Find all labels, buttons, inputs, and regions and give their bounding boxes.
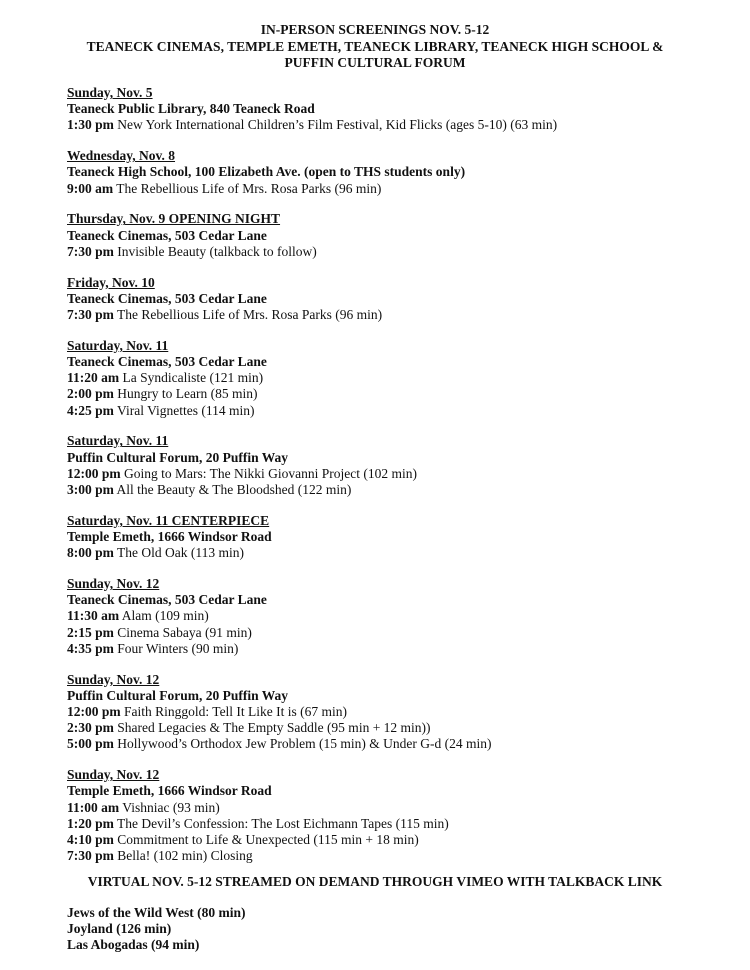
screening-time: 12:00 pm [67,704,121,720]
schedule-block [67,275,737,324]
screening-row [67,386,737,402]
schedule-day: Saturday, Nov. 11 [67,433,169,449]
schedule-day: Saturday, Nov. 11 CENTERPIECE [67,512,270,528]
schedule-day: Sunday, Nov. 12 [67,767,160,783]
screening-time: 12:00 pm [67,465,121,481]
schedule-day: Sunday, Nov. 12 [67,671,160,687]
screening-row [67,625,737,641]
screening-row [67,608,737,624]
screening-time: 7:30 pm [67,848,114,864]
virtual-film: Jews of the Wild West (80 min) [67,905,246,920]
schedule-venue: Puffin Cultural Forum, 20 Puffin Way [67,687,289,703]
schedule-venue: Teaneck Public Library, 840 Teaneck Road [67,101,315,117]
screening-title: Alam (109 min) [121,608,209,624]
schedule-block [67,576,737,657]
schedule-venue: Teaneck Cinemas, 503 Cedar Lane [67,290,267,306]
schedule-block [67,767,737,864]
screening-row [67,848,737,864]
schedule-list [67,85,737,879]
screening-time: 2:30 pm [67,720,114,736]
screening-time: 7:30 pm [67,307,114,323]
screening-title: Going to Mars: The Nikki Giovanni Project (102 min) [124,465,417,481]
schedule-block [67,211,737,260]
screening-title: Faith Ringgold: Tell It Like It is (67 min) [124,704,348,720]
screening-row [67,482,737,498]
screening-row [67,704,737,720]
screening-time: 8:00 pm [67,545,114,561]
screening-title: Cinema Sabaya (91 min) [117,624,252,640]
screening-row [67,181,737,197]
page-header [0,22,750,72]
screening-row [67,117,737,133]
screening-title: Hungry to Learn (85 min) [117,386,258,402]
screening-row [67,736,737,752]
screening-row [67,545,737,561]
screening-row [67,816,737,832]
virtual-film-list [67,905,246,954]
schedule-venue: Teaneck Cinemas, 503 Cedar Lane [67,227,267,243]
schedule-venue: Teaneck Cinemas, 503 Cedar Lane [67,354,267,370]
schedule-day: Saturday, Nov. 11 [67,337,169,353]
screening-title: The Devil’s Confession: The Lost Eichmann Tapes (115 min) [117,815,449,831]
schedule-block [67,513,737,562]
screening-row [67,307,737,323]
screening-title: Commitment to Life & Unexpected (115 min + 18 min) [117,832,419,848]
screening-time: 4:25 pm [67,402,114,418]
screening-time: 4:10 pm [67,832,114,848]
screening-time: 5:00 pm [67,736,114,752]
screening-row [67,720,737,736]
schedule-venue: Temple Emeth, 1666 Windsor Road [67,529,272,545]
screening-time: 1:20 pm [67,815,114,831]
schedule-day: Wednesday, Nov. 8 [67,148,176,164]
schedule-day: Sunday, Nov. 5 [67,85,153,100]
screening-title: Shared Legacies & The Empty Saddle (95 min + 12 min)) [117,720,431,736]
schedule-day: Sunday, Nov. 12 [67,576,160,592]
screening-title: New York International Children’s Film Festival, Kid Flicks (ages 5-10) (63 min) [117,117,558,133]
screening-time: 11:00 am [67,799,120,815]
schedule-block [67,672,737,753]
screening-time: 11:30 am [67,608,120,624]
screening-row [67,800,737,816]
screening-time: 2:15 pm [67,624,114,640]
schedule-venue: Teaneck Cinemas, 503 Cedar Lane [67,592,267,608]
header-line-1: IN-PERSON SCREENINGS NOV. 5-12 [260,22,490,37]
screening-row [67,641,737,657]
screening-time: 11:20 am [67,370,120,386]
screening-title: Four Winters (90 min) [117,640,239,656]
screening-time: 7:30 pm [67,243,114,259]
screening-time: 3:00 pm [67,482,114,498]
schedule-block [67,433,737,498]
schedule-venue: Teaneck High School, 100 Elizabeth Ave. (open to THS students only) [67,164,466,180]
screening-time: 9:00 am [67,180,114,196]
virtual-heading: VIRTUAL NOV. 5-12 STREAMED ON DEMAND THROUGH VIMEO WITH TALKBACK LINK [87,874,663,889]
screening-row [67,466,737,482]
schedule-block [67,338,737,419]
screening-time: 1:30 pm [67,117,114,133]
screening-row [67,244,737,260]
schedule-block [67,85,737,134]
screening-title: Hollywood’s Orthodox Jew Problem (15 min) & Under G-d (24 min) [117,736,492,752]
screening-title: Vishniac (93 min) [122,799,220,815]
screening-row [67,403,737,419]
screening-title: La Syndicaliste (121 min) [122,370,264,386]
screening-row [67,832,737,848]
screening-title: Invisible Beauty (talkback to follow) [117,243,317,259]
virtual-film: Joyland (126 min) [67,921,172,937]
screening-title: The Rebellious Life of Mrs. Rosa Parks (96 min) [117,307,383,323]
screening-title: Bella! (102 min) Closing [117,848,253,864]
virtual-film: Las Abogadas (94 min) [67,937,200,953]
screening-time: 4:35 pm [67,640,114,656]
schedule-venue: Puffin Cultural Forum, 20 Puffin Way [67,449,289,465]
screening-title: All the Beauty & The Bloodshed (122 min) [116,482,352,498]
screening-row [67,370,737,386]
schedule-block [67,148,737,197]
screening-title: The Rebellious Life of Mrs. Rosa Parks (96 min) [116,180,382,196]
schedule-venue: Temple Emeth, 1666 Windsor Road [67,783,272,799]
schedule-day: Friday, Nov. 10 [67,274,155,290]
screening-title: The Old Oak (113 min) [117,545,244,561]
header-line-2: TEANECK CINEMAS, TEMPLE EMETH, TEANECK LIBRARY, TEANECK HIGH SCHOOL & [86,38,664,54]
schedule-day: Thursday, Nov. 9 OPENING NIGHT [67,211,281,227]
header-line-3: PUFFIN CULTURAL FORUM [284,55,466,70]
screening-time: 2:00 pm [67,386,114,402]
screening-title: Viral Vignettes (114 min) [117,402,255,418]
